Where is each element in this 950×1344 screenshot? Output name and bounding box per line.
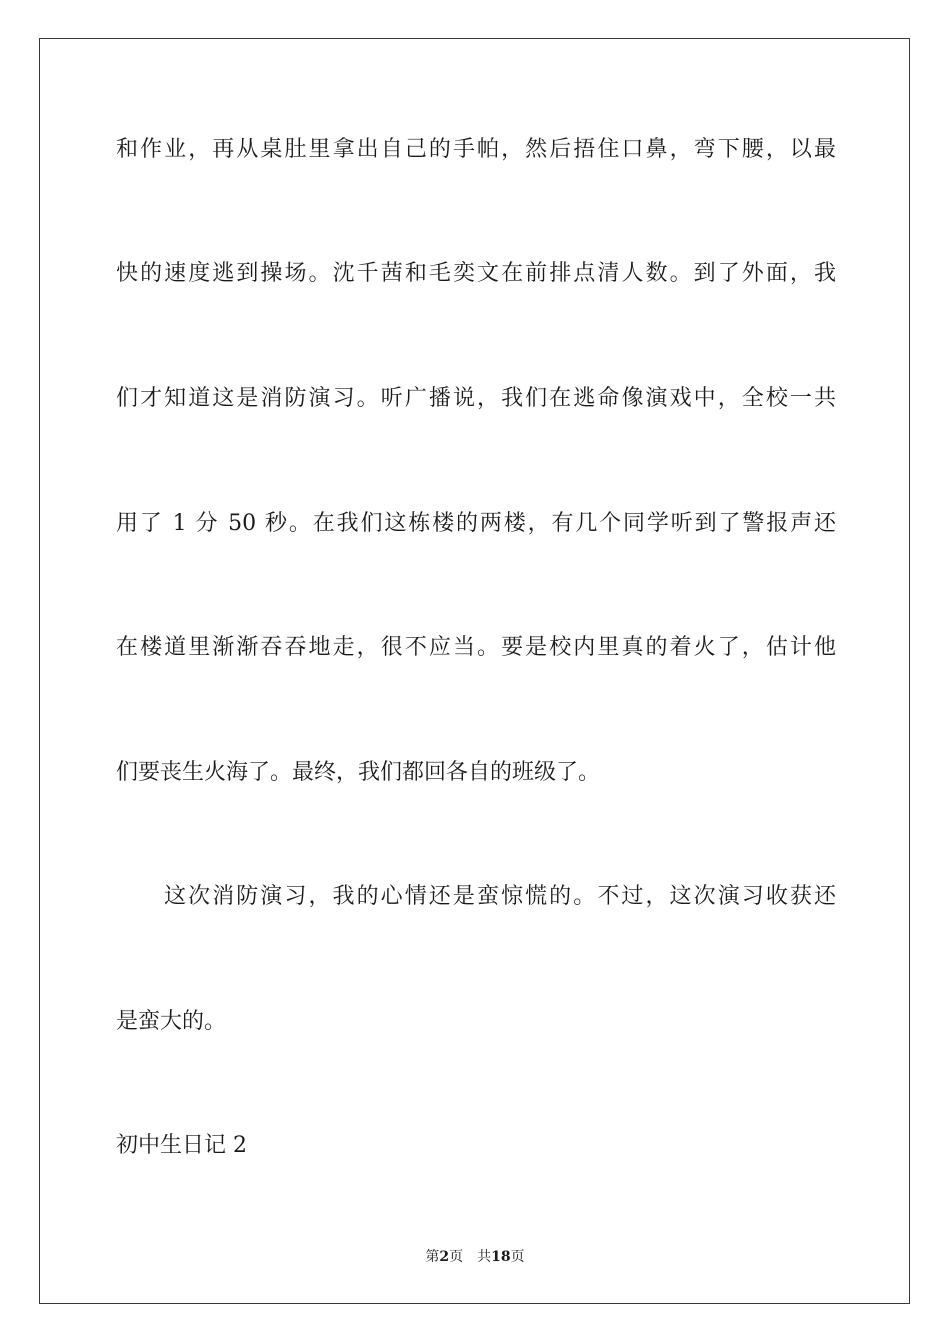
body-line-2: 快的速度逃到操场。沈千茜和毛奕文在前排点清人数。到了外面，我 bbox=[116, 261, 836, 286]
body-line-1: 和作业，再从桌肚里拿出自己的手帕，然后捂住口鼻，弯下腰，以最 bbox=[116, 137, 836, 162]
body-line-3: 们才知道这是消防演习。听广播说，我们在逃命像演戏中，全校一共 bbox=[116, 386, 836, 411]
body-line-7: 这次消防演习，我的心情还是蛮惊慌的。不过，这次演习收获还 bbox=[164, 884, 836, 909]
footer-page-number: 2 bbox=[439, 1249, 450, 1265]
body-line-4: 用了 1 分 50 秒。在我们这栋楼的两楼，有几个同学听到了警报声还 bbox=[116, 511, 836, 536]
section-heading: 初中生日记 2 bbox=[116, 1133, 247, 1158]
footer-total-pages: 18 bbox=[491, 1249, 511, 1265]
body-line-5: 在楼道里渐渐吞吞地走，很不应当。要是校内里真的着火了，估计他 bbox=[116, 635, 836, 660]
body-line-6: 们要丧生火海了。最终，我们都回各自的班级了。 bbox=[116, 760, 601, 785]
footer-total-suffix: 页 bbox=[510, 1249, 525, 1265]
footer-total-prefix: 共 bbox=[477, 1249, 492, 1265]
page-border bbox=[39, 38, 910, 1304]
footer-page-suffix: 页 bbox=[449, 1249, 464, 1265]
footer-page-prefix: 第 bbox=[425, 1249, 440, 1265]
body-line-8: 是蛮大的。 bbox=[116, 1009, 227, 1034]
page-footer bbox=[0, 1248, 950, 1266]
